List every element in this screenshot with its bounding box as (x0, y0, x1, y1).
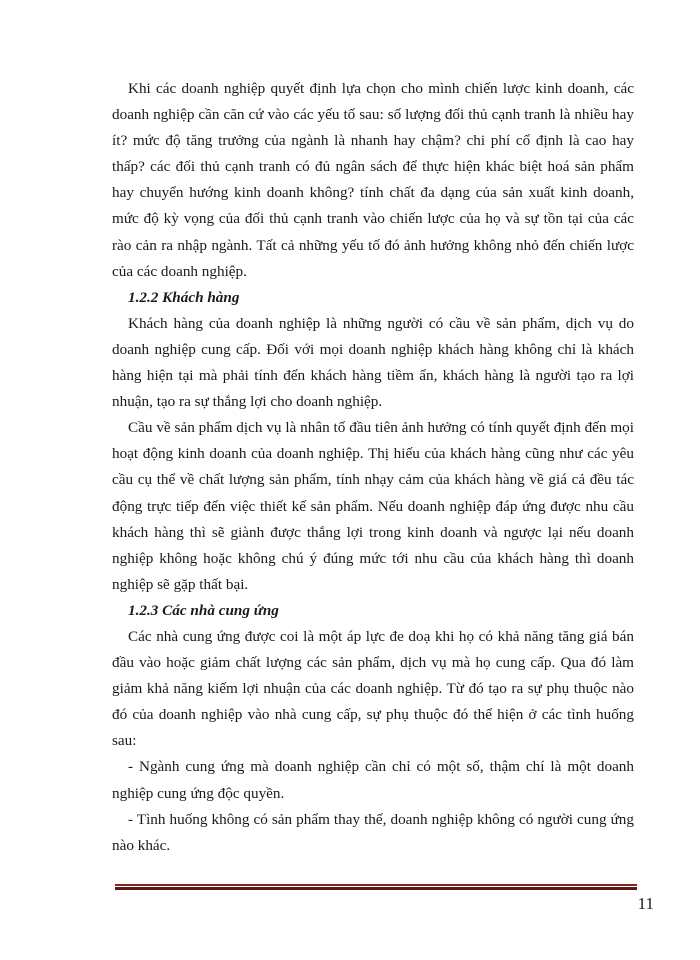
body-text (112, 76, 634, 859)
paragraph-suppliers: Các nhà cung ứng được coi là một áp lực đe doạ khi họ có khả năng tăng giá bán đầu vào hoặc giảm chất lượng các sản phẩm, dịch vụ mà họ cung cấp. Qua đó làm giảm khả năng kiếm lợi nhuận của các doanh nghiệp. Từ đó tạo ra sự phụ thuộc nào đó của doanh nghiệp vào nhà cung cấp, sự phụ thuộc đó thể hiện ở các tình huống sau: (112, 627, 634, 750)
paragraph-customers-definition: Khách hàng của doanh nghiệp là những người có cầu về sản phẩm, dịch vụ do doanh nghiệp cung cấp. Đối với mọi doanh nghiệp khách hàng không chỉ là khách hàng hiện tại mà phải tính đến khách hàng tiềm ẩn, khách hàng là người tạo ra lợi nhuận, tạo ra sự thắng lợi cho doanh nghiệp. (112, 314, 634, 411)
section-heading-suppliers: 1.2.3 Các nhà cung ứng (128, 601, 279, 619)
footer-divider-line-top (115, 884, 637, 886)
paragraph-demand: Cầu về sản phẩm dịch vụ là nhân tố đầu tiên ảnh hưởng có tính quyết định đến mọi hoạt động kinh doanh của doanh nghiệp. Thị hiếu của khách hàng cũng như các yêu cầu cụ thể về chất lượng sản phẩm, tính nhạy cảm của khách hàng về giá cả đều tác động trực tiếp đến việc thiết kế sản phẩm. Nếu doanh nghiệp đáp ứng được nhu cầu khách hàng thì sẽ giành được thắng lợi trong kinh doanh và ngược lại nếu doanh nghiệp không hoặc không chú ý đúng mức tới nhu cầu của khách hàng thì doanh nghiệp sẽ gặp thất bại. (112, 419, 634, 593)
list-item-no-substitute: - Tình huống không có sản phẩm thay thế, doanh nghiệp không có người cung ứng nào khác. (112, 810, 634, 854)
footer-divider-line-bottom (115, 887, 637, 890)
list-item-supplier-monopoly: - Ngành cung ứng mà doanh nghiệp cần chỉ có một số, thậm chí là một doanh nghiệp cung ứng độc quyền. (112, 758, 634, 802)
paragraph-strategy-factors: Khi các doanh nghiệp quyết định lựa chọn cho mình chiến lược kinh doanh, các doanh nghiệp cần căn cứ vào các yếu tố sau: số lượng đối thủ cạnh tranh là nhiều hay ít? mức độ tăng trưởng của ngành là nhanh hay chậm? chi phí cố định là cao hay thấp? các đối thủ cạnh tranh có đủ ngân sách để thực hiện khác biệt hoá sản phẩm hay chuyển hướng kinh doanh không? tính chất đa dạng của sản xuất kinh doanh, mức độ kỳ vọng của đối thủ cạnh tranh vào chiến lược của họ và sự tồn tại của các rào cản ra nhập ngành. Tất cả những yếu tố đó ảnh hưởng không nhỏ đến chiến lược của các doanh nghiệp. (112, 80, 634, 280)
footer-divider (115, 884, 637, 890)
section-heading-customers: 1.2.2 Khách hàng (128, 288, 240, 306)
page-number: 11 (637, 894, 654, 913)
